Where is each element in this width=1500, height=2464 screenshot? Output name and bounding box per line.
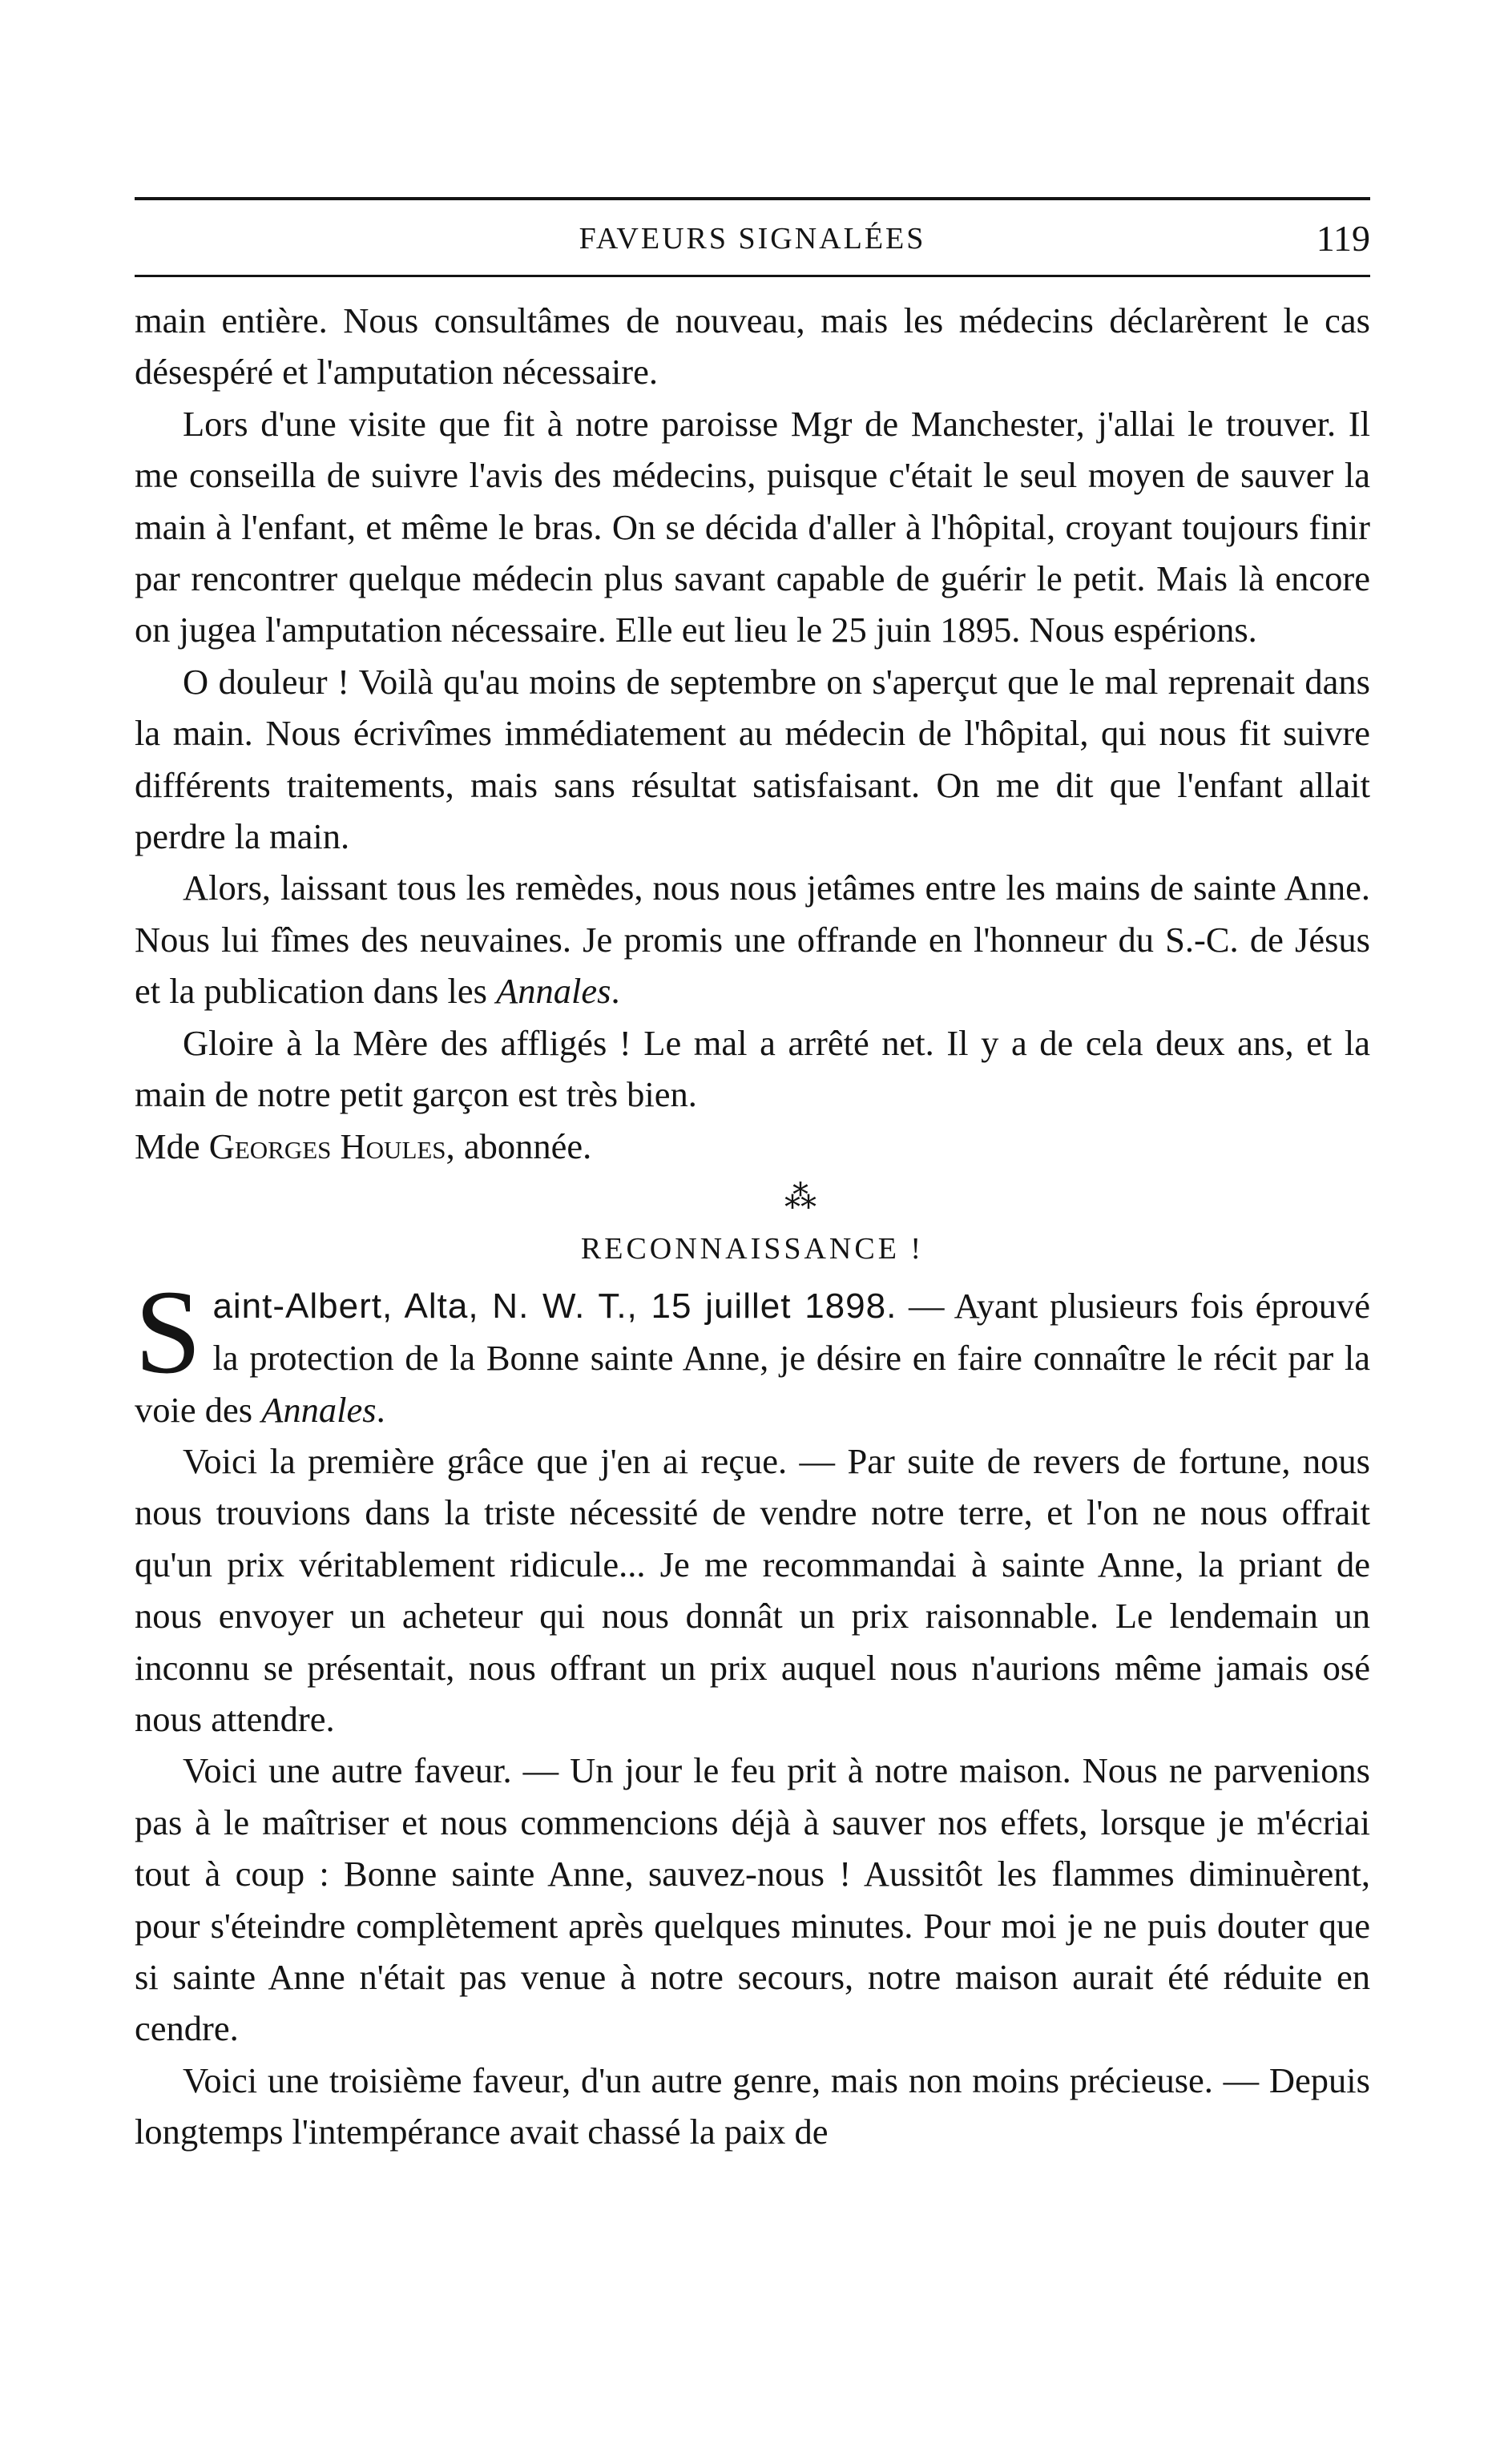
running-title: FAVEURS SIGNALÉES — [579, 222, 926, 256]
paragraph: Lors d'une visite que fit à notre paroisse Mgr de Manchester, j'allai le trouver. Il me conseilla de suivre l'avis des médecins, puisque c'était le seul moyen de sauver la main à l'enfant, et même le bras. On se décida d'aller à l'hôpital, croyant toujours finir par rencontrer quelque médecin plus savant capable de guérir le petit. Mais là encore on jugea l'amputation nécessaire. Elle eut lieu le 25 juin 1895. Nous espérions. — [135, 403, 1370, 650]
paragraph: Voici la première grâce que j'en ai reçue. — Par suite de revers de fortune, nous nous trouvions dans la triste nécessité de vendre notre terre, et l'on ne nous offrait qu'un prix véritablement ridicule... Je me recommandai à sainte Anne, la priant de nous envoyer un acheteur qui nous donnât un prix raisonnable. Le lendemain un inconnu se présentait, nous offrant un prix auquel nous n'aurions même jamais osé nous attendre. — [135, 1440, 1370, 1739]
section-heading: RECONNAISSANCE ! — [580, 1232, 925, 1266]
paragraph: Gloire à la Mère des affligés ! Le mal a arrêté net. Il y a de cela deux ans, et la main de notre petit garçon est très bien. — [135, 1022, 1370, 1115]
drop-cap: S — [135, 1265, 202, 1399]
signature-name: Georges Houles — [208, 1125, 446, 1166]
header-top-rule — [135, 197, 1370, 200]
paragraph: main entière. Nous consultâmes de nouveau, mais les médecins déclarèrent le cas désespéré et l'amputation nécessaire. — [135, 300, 1370, 393]
paragraph: Voici une troisième faveur, d'un autre genre, mais non moins précieuse. — Depuis longtemps l'intempérance avait chassé la paix de — [135, 2059, 1370, 2152]
paragraph — [135, 862, 1370, 1017]
paragraph: Voici une autre faveur. — Un jour le feu prit à notre maison. Nous ne parvenions pas à le maîtriser et nous commencions déjà à sauver nos effets, lorsque je m'écriai tout à coup : Bonne sainte Anne, sauvez-nous ! Aussitôt les flammes diminuèrent, pour s'éteindre complètement après quelques minutes. Pour moi je ne puis douter que si sainte Anne n'était pas venue à notre secours, notre maison aurait été réduite en cendre. — [135, 1750, 1370, 2049]
paragraph — [135, 1265, 1370, 1435]
journal-title: Annales — [261, 1389, 377, 1430]
ornament: ⁂ — [784, 1178, 817, 1215]
paragraph-text: . — [611, 971, 620, 1012]
signature — [135, 1121, 1370, 1172]
paragraph: O douleur ! Voilà qu'au moins de septembre on s'aperçut que le mal reprenait dans la main. Nous écrivîmes immédiatement au médecin de l'hôpital, qui nous fit suivre différents traitements, mais sans résultat satisfaisant. On me dit que l'enfant allait perdre la main. — [135, 661, 1370, 857]
journal-title: Annales — [496, 971, 611, 1012]
paragraph-text: . — [376, 1389, 385, 1430]
signature-suffix: , abonnée. — [446, 1125, 592, 1166]
page-number: 119 — [1316, 218, 1370, 259]
page-header — [135, 215, 1370, 263]
body-text — [135, 295, 1370, 2158]
paragraph-text: — Ayant plusieurs fois éprouvé la protection de la Bonne sainte Anne, je désire en faire connaître le récit par la voie des — [135, 1285, 1370, 1430]
paragraph-text: Alors, laissant tous les remèdes, nous nous jetâmes entre les mains de sainte Anne. Nous lui fîmes des neuvaines. Je promis une offrande en l'honneur du S.-C. de Jésus et la publication dans les — [135, 868, 1370, 1012]
signature-prefix: Mde — [135, 1125, 209, 1166]
dateline: aint-Albert, Alta, N. W. T., 15 juillet 1898. — [212, 1286, 897, 1326]
header-bottom-rule — [135, 275, 1370, 277]
